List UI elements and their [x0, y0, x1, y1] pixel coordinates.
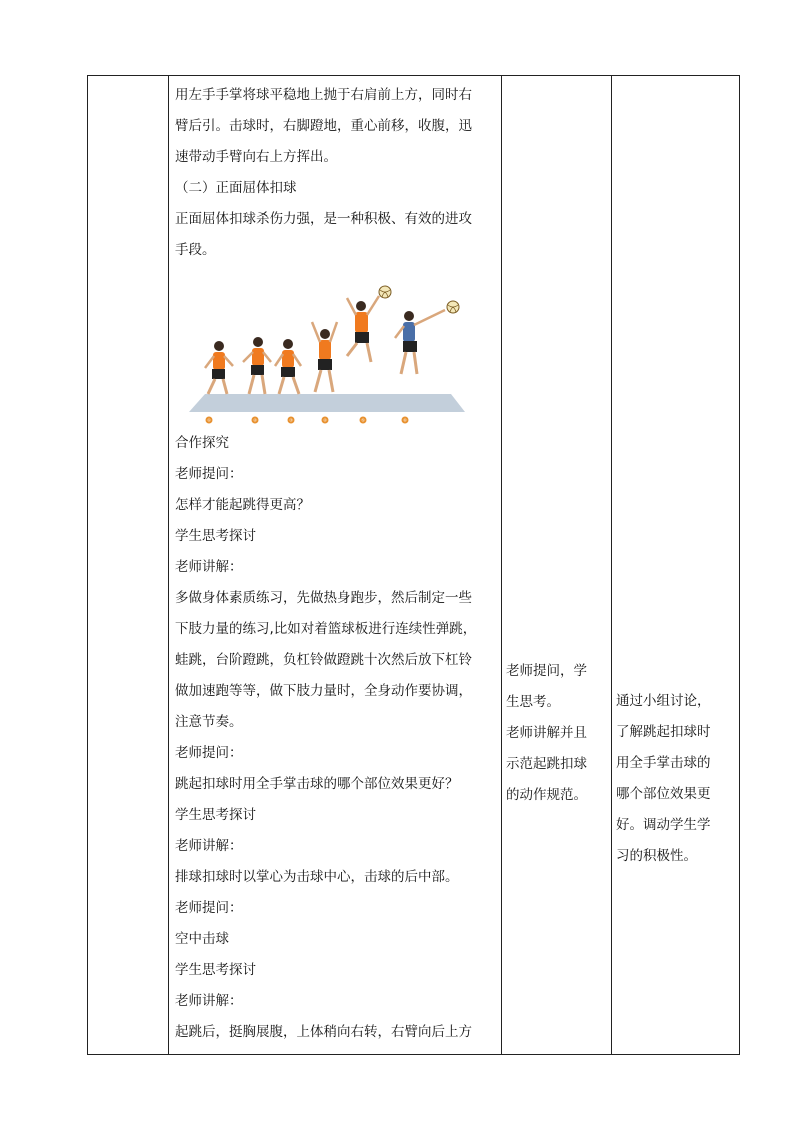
- player-figure-1: [205, 341, 233, 394]
- explanation-line-1: 多做身体素质练习，先做热身跑步，然后制定一些: [175, 590, 472, 606]
- player-figure-2: [243, 337, 271, 394]
- explanation-line-4: 做加速跑等等，做下肢力量时，全身动作要协调，: [175, 683, 472, 699]
- step-label-4: ④: [323, 417, 327, 423]
- intent-line-5: 好。调动学生学: [616, 817, 711, 833]
- empty-label-cell: [88, 76, 169, 1055]
- explanation-text: 排球扣球时以掌心为击球中心，击球的后中部。: [175, 869, 459, 885]
- teacher-question-label: 老师提问：: [175, 900, 243, 916]
- content-cell: [169, 76, 502, 1055]
- step-label-1: ①: [207, 417, 211, 423]
- intent-line-3: 用全手掌击球的: [616, 755, 711, 771]
- teacher-explain-label: 老师讲解：: [175, 993, 243, 1009]
- student-discussion: 学生思考探讨: [175, 528, 256, 544]
- teacher-question-label: 老师提问：: [175, 466, 243, 482]
- coop-heading: 合作探究: [175, 435, 229, 451]
- intro-line-2: 臂后引。击球时，右脚蹬地，重心前移，收腹，迅: [175, 118, 472, 134]
- explanation-line-2: 下肢力量的练习,比如对着篮球板进行连续性弹跳，: [175, 621, 477, 637]
- step-label-5: ⑤: [361, 417, 365, 423]
- teacher-explain-label: 老师讲解：: [175, 838, 243, 854]
- step-markers: [206, 417, 409, 424]
- intro-line-3: 速带动手臂向右上方挥出。: [175, 149, 337, 165]
- intent-line-6: 习的积极性。: [616, 848, 697, 864]
- step-label-3: ③: [289, 417, 293, 423]
- activity-line-2: 生思考。: [506, 694, 560, 710]
- lesson-table: [87, 75, 740, 1055]
- student-discussion: 学生思考探讨: [175, 807, 256, 823]
- activity-line-5: 的动作规范。: [506, 787, 587, 803]
- question-text: 跳起扣球时用全手掌击球的哪个部位效果更好？: [175, 776, 459, 792]
- player-figure-6: [395, 310, 445, 374]
- court-floor: [189, 394, 465, 412]
- intent-cell: [612, 76, 740, 1055]
- activity-line-4: 示范起跳扣球: [506, 756, 587, 772]
- section-desc-line-1: 正面屈体扣球杀伤力强，是一种积极、有效的进攻: [175, 211, 472, 227]
- section-desc-line-2: 手段。: [175, 242, 216, 258]
- intent-line-1: 通过小组讨论，: [616, 693, 711, 709]
- intro-line-1: 用左手手掌将球平稳地上抛于右肩前上方，同时右: [175, 87, 472, 103]
- teacher-explain-label: 老师讲解：: [175, 559, 243, 575]
- activity-line-1: 老师提问，学: [506, 663, 587, 679]
- student-discussion: 学生思考探讨: [175, 962, 256, 978]
- activity-line-3: 老师讲解并且: [506, 725, 587, 741]
- teacher-question-label: 老师提问：: [175, 745, 243, 761]
- explanation-line-3: 蛙跳，台阶蹬跳，负杠铃做蹬跳十次然后放下杠铃: [175, 652, 472, 668]
- explanation-text: 起跳后，挺胸展腹，上体稍向右转，右臂向后上方: [175, 1024, 472, 1040]
- activity-cell: [502, 76, 612, 1055]
- step-label-2: ②: [253, 417, 257, 423]
- spike-sequence-illustration: [175, 270, 475, 426]
- player-figure-3: [275, 339, 301, 394]
- intent-line-4: 哪个部位效果更: [616, 786, 711, 802]
- player-figure-4: [312, 322, 337, 392]
- section-title: （二）正面屈体扣球: [175, 180, 297, 196]
- question-text: 怎样才能起跳得更高？: [175, 497, 310, 513]
- explanation-line-5: 注意节奏。: [175, 714, 243, 730]
- question-text: 空中击球: [175, 931, 229, 947]
- player-figure-5: [347, 296, 379, 362]
- step-label-6: ⑥: [403, 417, 407, 423]
- table-row: [88, 76, 740, 1055]
- intent-line-2: 了解跳起扣球时: [616, 724, 711, 740]
- spike-sequence-figure: [175, 270, 495, 426]
